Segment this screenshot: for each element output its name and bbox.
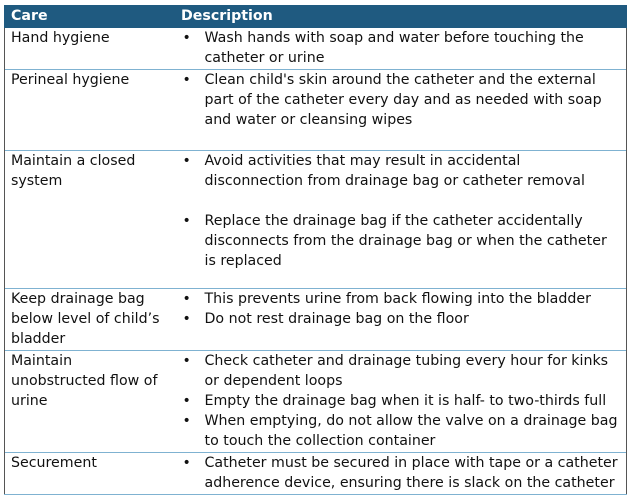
list-item: • When emptying, do not allow the valve on a drainage bag to touch the collection container — [181, 411, 621, 451]
care-cell: Perineal hygiene — [5, 70, 175, 151]
list-item: • Wash hands with soap and water before touching the catheter or urine — [181, 28, 621, 68]
header-description: Description — [175, 6, 627, 28]
description-cell — [175, 70, 627, 151]
description-cell — [175, 351, 627, 453]
description-cell — [175, 151, 627, 289]
care-cell: Securement — [5, 453, 175, 495]
description-cell — [175, 453, 627, 495]
description-cell — [175, 28, 627, 70]
catheter-care-table — [4, 5, 627, 495]
list-item: • This prevents urine from back flowing into the bladder — [181, 289, 621, 309]
table-row — [5, 151, 627, 289]
care-cell: Hand hygiene — [5, 28, 175, 70]
header-row — [5, 6, 627, 28]
list-item: • Replace the drainage bag if the catheter accidentally disconnects from the drainage bag or when the catheter is replaced — [181, 211, 621, 271]
header-care: Care — [5, 6, 175, 28]
care-cell: Maintain unobstructed flow of urine — [5, 351, 175, 453]
list-item: • Clean child's skin around the catheter and the external part of the catheter every day and as needed with soap and water or cleansing wipes — [181, 70, 621, 130]
description-cell — [175, 289, 627, 351]
care-cell: Keep drainage bag below level of child’s bladder — [5, 289, 175, 351]
table-row — [5, 70, 627, 151]
table-row — [5, 28, 627, 70]
table-row — [5, 289, 627, 351]
table-row — [5, 351, 627, 453]
list-item: • Avoid activities that may result in accidental disconnection from drainage bag or catheter removal — [181, 151, 621, 191]
list-item: • Catheter must be secured in place with tape or a catheter adherence device, ensuring there is slack on the catheter — [181, 453, 621, 493]
list-item: • Empty the drainage bag when it is half- to two-thirds full — [181, 391, 621, 411]
list-item: • Check catheter and drainage tubing every hour for kinks or dependent loops — [181, 351, 621, 391]
list-item: • Do not rest drainage bag on the floor — [181, 309, 621, 329]
care-cell: Maintain a closed system — [5, 151, 175, 289]
table-row — [5, 453, 627, 495]
